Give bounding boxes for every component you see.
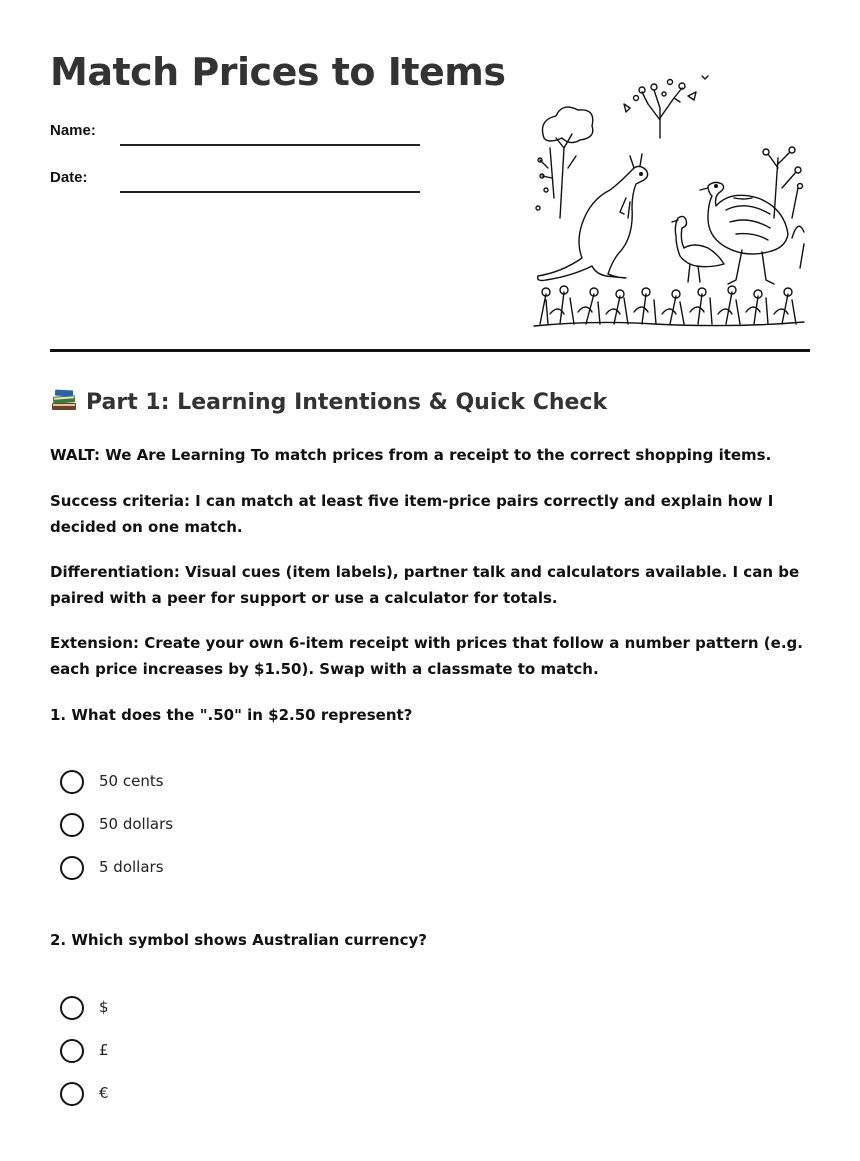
header-divider	[50, 349, 810, 352]
flowering-stems-icon	[763, 147, 804, 268]
extension-text: Extension: Create your own 6-item receipt with prices that follow a number pattern (e.g. each price increases by $1.50). Swap with a classmate to match.	[50, 634, 803, 678]
differentiation-text: Differentiation: Visual cues (item labels), partner talk and calculators available. I can be paired with a peer for support or use a calculator for totals.	[50, 563, 800, 607]
option-label: £	[99, 1041, 109, 1059]
date-line[interactable]	[120, 191, 420, 193]
option-label: 50 cents	[99, 772, 164, 790]
option-label: $	[99, 998, 109, 1016]
radio-button[interactable]	[60, 856, 84, 880]
walt-text: WALT: We Are Learning To match prices from a receipt to the correct shopping items.	[50, 446, 772, 464]
radio-button[interactable]	[60, 1082, 84, 1106]
radio-button[interactable]	[60, 770, 84, 794]
success-criteria-text: Success criteria: I can match at least five item-price pairs correctly and explain how I decided on one match.	[50, 492, 774, 536]
question-1: 1. What does the ".50" in $2.50 represent?	[50, 706, 413, 724]
option-label: 5 dollars	[99, 858, 164, 876]
australian-animals-illustration-icon	[530, 68, 812, 330]
name-line[interactable]	[120, 144, 420, 146]
date-label: Date:	[50, 169, 88, 186]
option-label: €	[99, 1084, 109, 1102]
question-2: 2. Which symbol shows Australian currency?	[50, 931, 427, 949]
gum-tree-icon	[536, 107, 593, 218]
small-emu-icon	[672, 216, 724, 282]
books-icon	[50, 388, 78, 412]
page-title: Match Prices to Items	[50, 50, 506, 94]
part1-heading-text: Part 1: Learning Intentions & Quick Check	[86, 390, 608, 415]
flower-spray-icon	[624, 76, 708, 138]
kangaroo-icon	[538, 154, 648, 281]
wildflowers-icon	[534, 286, 804, 326]
radio-button[interactable]	[60, 1039, 84, 1063]
part1-heading	[50, 388, 607, 415]
option-label: 50 dollars	[99, 815, 174, 833]
radio-button[interactable]	[60, 996, 84, 1020]
radio-button[interactable]	[60, 813, 84, 837]
name-label: Name:	[50, 122, 96, 139]
